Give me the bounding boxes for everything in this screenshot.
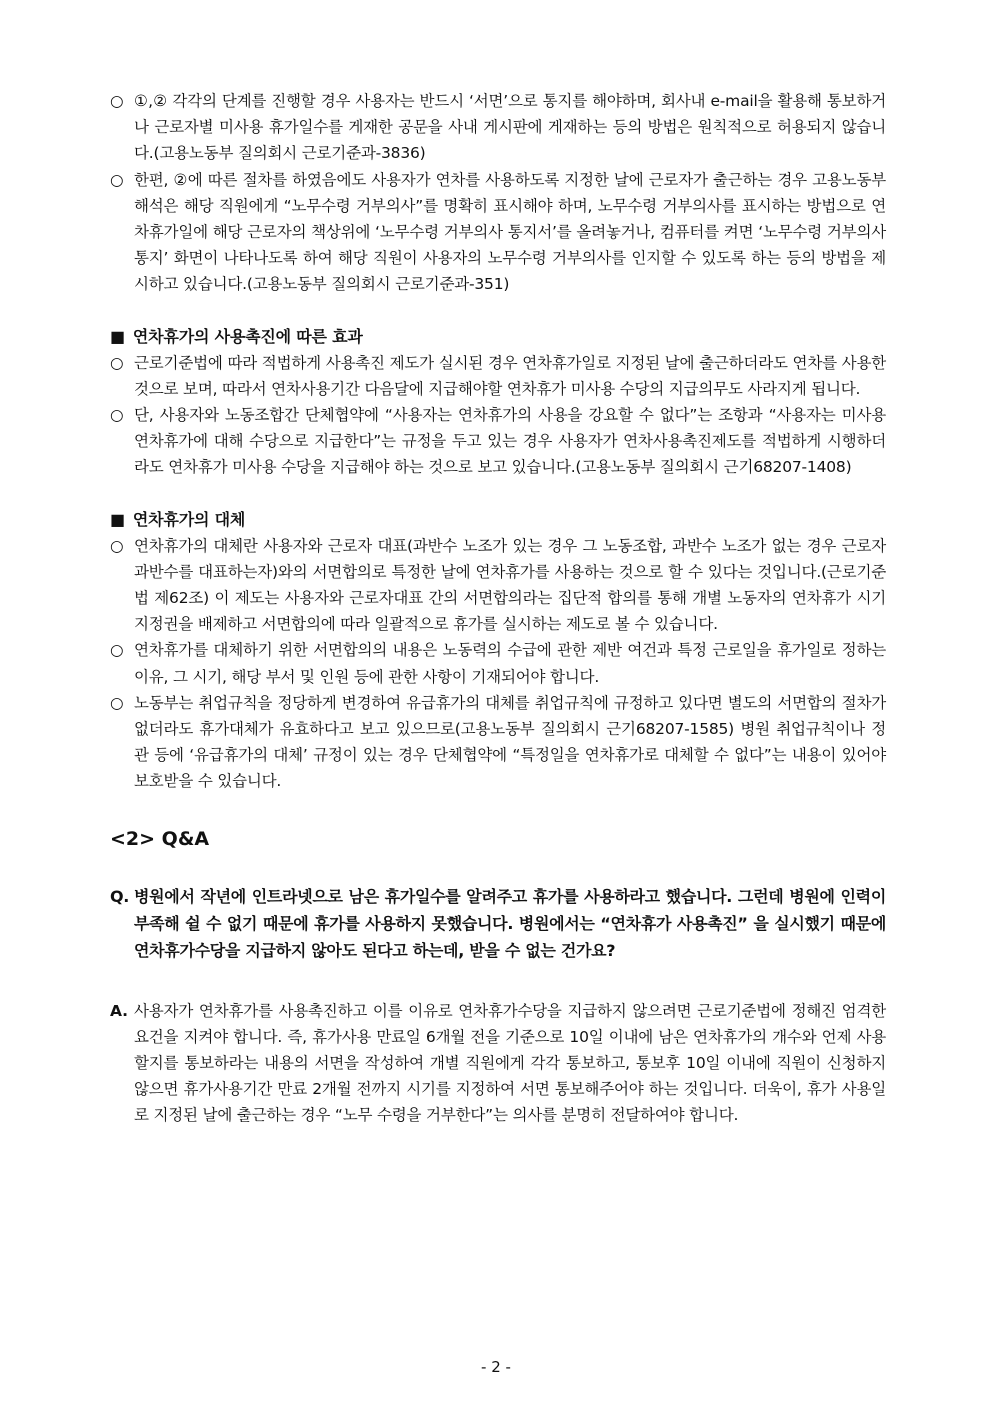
bullet-text: 단, 사용자와 노동조합간 단체협약에 “사용자는 연차휴가의 사용을 강요할 수 없다”는 조항과 “사용자는 미사용 연차휴가에 대해 수당으로 지급한다”는 규정을 두고 있는 경우 사용자가 연차사용촉진제도를 적법하게 시행하더라도 연차휴가 미사용 수당을 지급해야 하는 것으로 보고 있습니다.(고용노동부 질의회시 근기68207-1408)	[134, 406, 886, 477]
section-heading-text: 연차휴가의 사용촉진에 따른 효과	[132, 326, 363, 346]
bullet-text: 연차휴가의 대체란 사용자와 근로자 대표(과반수 노조가 있는 경우 그 노동조합, 과반수 노조가 없는 경우 근로자 과반수를 대표하는자)와의 서면합의로 특정한 날에 연차휴가를 사용하는 것으로 할 수 있다는 것입니다.(근로기준법 제62조) 이 제도는 사용자와 근로자대표 간의 서면합의라는 집단적 합의를 통해 개별 노동자의 연차휴가 시기지정권을 배제하고 서면합의에 따라 일괄적으로 휴가를 실시하는 제도로 볼 수 있습니다.	[134, 536, 886, 634]
circle-bullet-icon: ○	[110, 170, 124, 189]
section-heading	[110, 324, 886, 350]
document-body	[110, 88, 886, 1129]
circle-bullet-icon: ○	[110, 641, 124, 660]
page-number: - 2 -	[481, 1358, 511, 1376]
square-bullet-icon: ■	[110, 326, 125, 346]
question-marker: Q.	[110, 886, 130, 906]
bullet-paragraph	[110, 350, 886, 402]
circle-bullet-icon: ○	[110, 406, 124, 425]
answer-text: 사용자가 연차휴가를 사용촉진하고 이를 이유로 연차휴가수당을 지급하지 않으려면 근로기준법에 정해진 엄격한 요건을 지켜야 합니다. 즉, 휴가사용 만료일 6개월 전을 기준으로 10일 이내에 남은 연차휴가의 개수와 언제 사용할지를 통보하라는 내용의 서면을 작성하여 개별 직원에게 각각 통보하고, 통보후 10일 이내에 직원이 신청하지 않으면 휴가사용기간 만료 2개월 전까지 시기를 지정하여 서면 통보해주어야 하는 것입니다. 더욱이, 휴가 사용일로 지정된 날에 출근하는 경우 “노무 수령을 거부한다”는 의사를 분명히 전달하여야 합니다.	[134, 1001, 886, 1125]
circle-bullet-icon: ○	[110, 693, 124, 712]
qa-answer	[110, 998, 886, 1129]
circle-bullet-icon: ○	[110, 92, 124, 110]
qa-question	[110, 883, 886, 964]
bullet-text: 근로기준법에 따라 적법하게 사용촉진 제도가 실시된 경우 연차휴가일로 지정된 날에 출근하더라도 연차를 사용한 것으로 보며, 따라서 연차사용기간 다음달에 지급해야할 연차휴가 미사용 수당의 지급의무도 사라지게 됩니다.	[134, 353, 886, 398]
bullet-paragraph	[110, 402, 886, 481]
square-bullet-icon: ■	[110, 509, 125, 529]
bullet-paragraph	[110, 88, 886, 167]
circle-bullet-icon: ○	[110, 536, 124, 555]
bullet-text: 노동부는 취업규칙을 정당하게 변경하여 유급휴가의 대체를 취업규칙에 규정하고 있다면 별도의 서면합의 절차가 없더라도 휴가대체가 유효하다고 보고 있으므로(고용노동부 질의회시 근기68207-1585) 병원 취업규칙이나 정관 등에 ‘유급휴가의 대체’ 규정이 있는 경우 단체협약에 “특정일을 연차휴가로 대체할 수 없다”는 내용이 있어야 보호받을 수 있습니다.	[134, 693, 886, 791]
bullet-text: 한편, ②에 따른 절차를 하였음에도 사용자가 연차를 사용하도록 지정한 날에 근로자가 출근하는 경우 고용노동부 해석은 해당 직원에게 “노무수령 거부의사”를 명확히 표시해야 하며, 노무수령 거부의사를 표시하는 방법으로 연차휴가일에 해당 근로자의 책상위에 ‘노무수령 거부의사 통지서’를 올려놓거나, 컴퓨터를 켜면 ‘노무수령 거부의사 통지’ 화면이 나타나도록 하여 해당 직원이 사용자의 노무수령 거부의사를 인지할 수 있도록 하는 등의 방법을 제시하고 있습니다.(고용노동부 질의회시 근로기준과-351)	[134, 170, 886, 294]
bullet-paragraph	[110, 167, 886, 298]
bullet-paragraph	[110, 690, 886, 795]
question-text: 병원에서 작년에 인트라넷으로 남은 휴가일수를 알려주고 휴가를 사용하라고 했습니다. 그런데 병원에 인력이 부족해 쉴 수 없기 때문에 휴가를 사용하지 못했습니다. 병원에서는 “연차휴가 사용촉진” 을 실시했기 때문에 연차휴가수당을 지급하지 않아도 된다고 하는데, 받을 수 없는 건가요?	[134, 886, 886, 960]
bullet-paragraph	[110, 533, 886, 638]
section-heading-text: 연차휴가의 대체	[132, 509, 246, 529]
qa-section-title: <2> Q&A	[110, 827, 210, 850]
answer-marker: A.	[110, 1001, 128, 1020]
circle-bullet-icon: ○	[110, 353, 124, 372]
bullet-text: 연차휴가를 대체하기 위한 서면합의의 내용은 노동력의 수급에 관한 제반 여건과 특정 근로일을 휴가일로 정하는 이유, 그 시기, 해당 부서 및 인원 등에 관한 사항이 기재되어야 합니다.	[134, 641, 886, 686]
section-heading	[110, 507, 886, 533]
bullet-paragraph	[110, 637, 886, 689]
bullet-text: ①,② 각각의 단계를 진행할 경우 사용자는 반드시 ‘서면’으로 통지를 해야하며, 회사내 e-mail을 활용해 통보하거나 근로자별 미사용 휴가일수를 게재한 공문을 사내 게시판에 게재하는 등의 방법은 원칙적으로 허용되지 않습니다.(고용노동부 질의회시 근로기준과-3836)	[134, 92, 886, 163]
